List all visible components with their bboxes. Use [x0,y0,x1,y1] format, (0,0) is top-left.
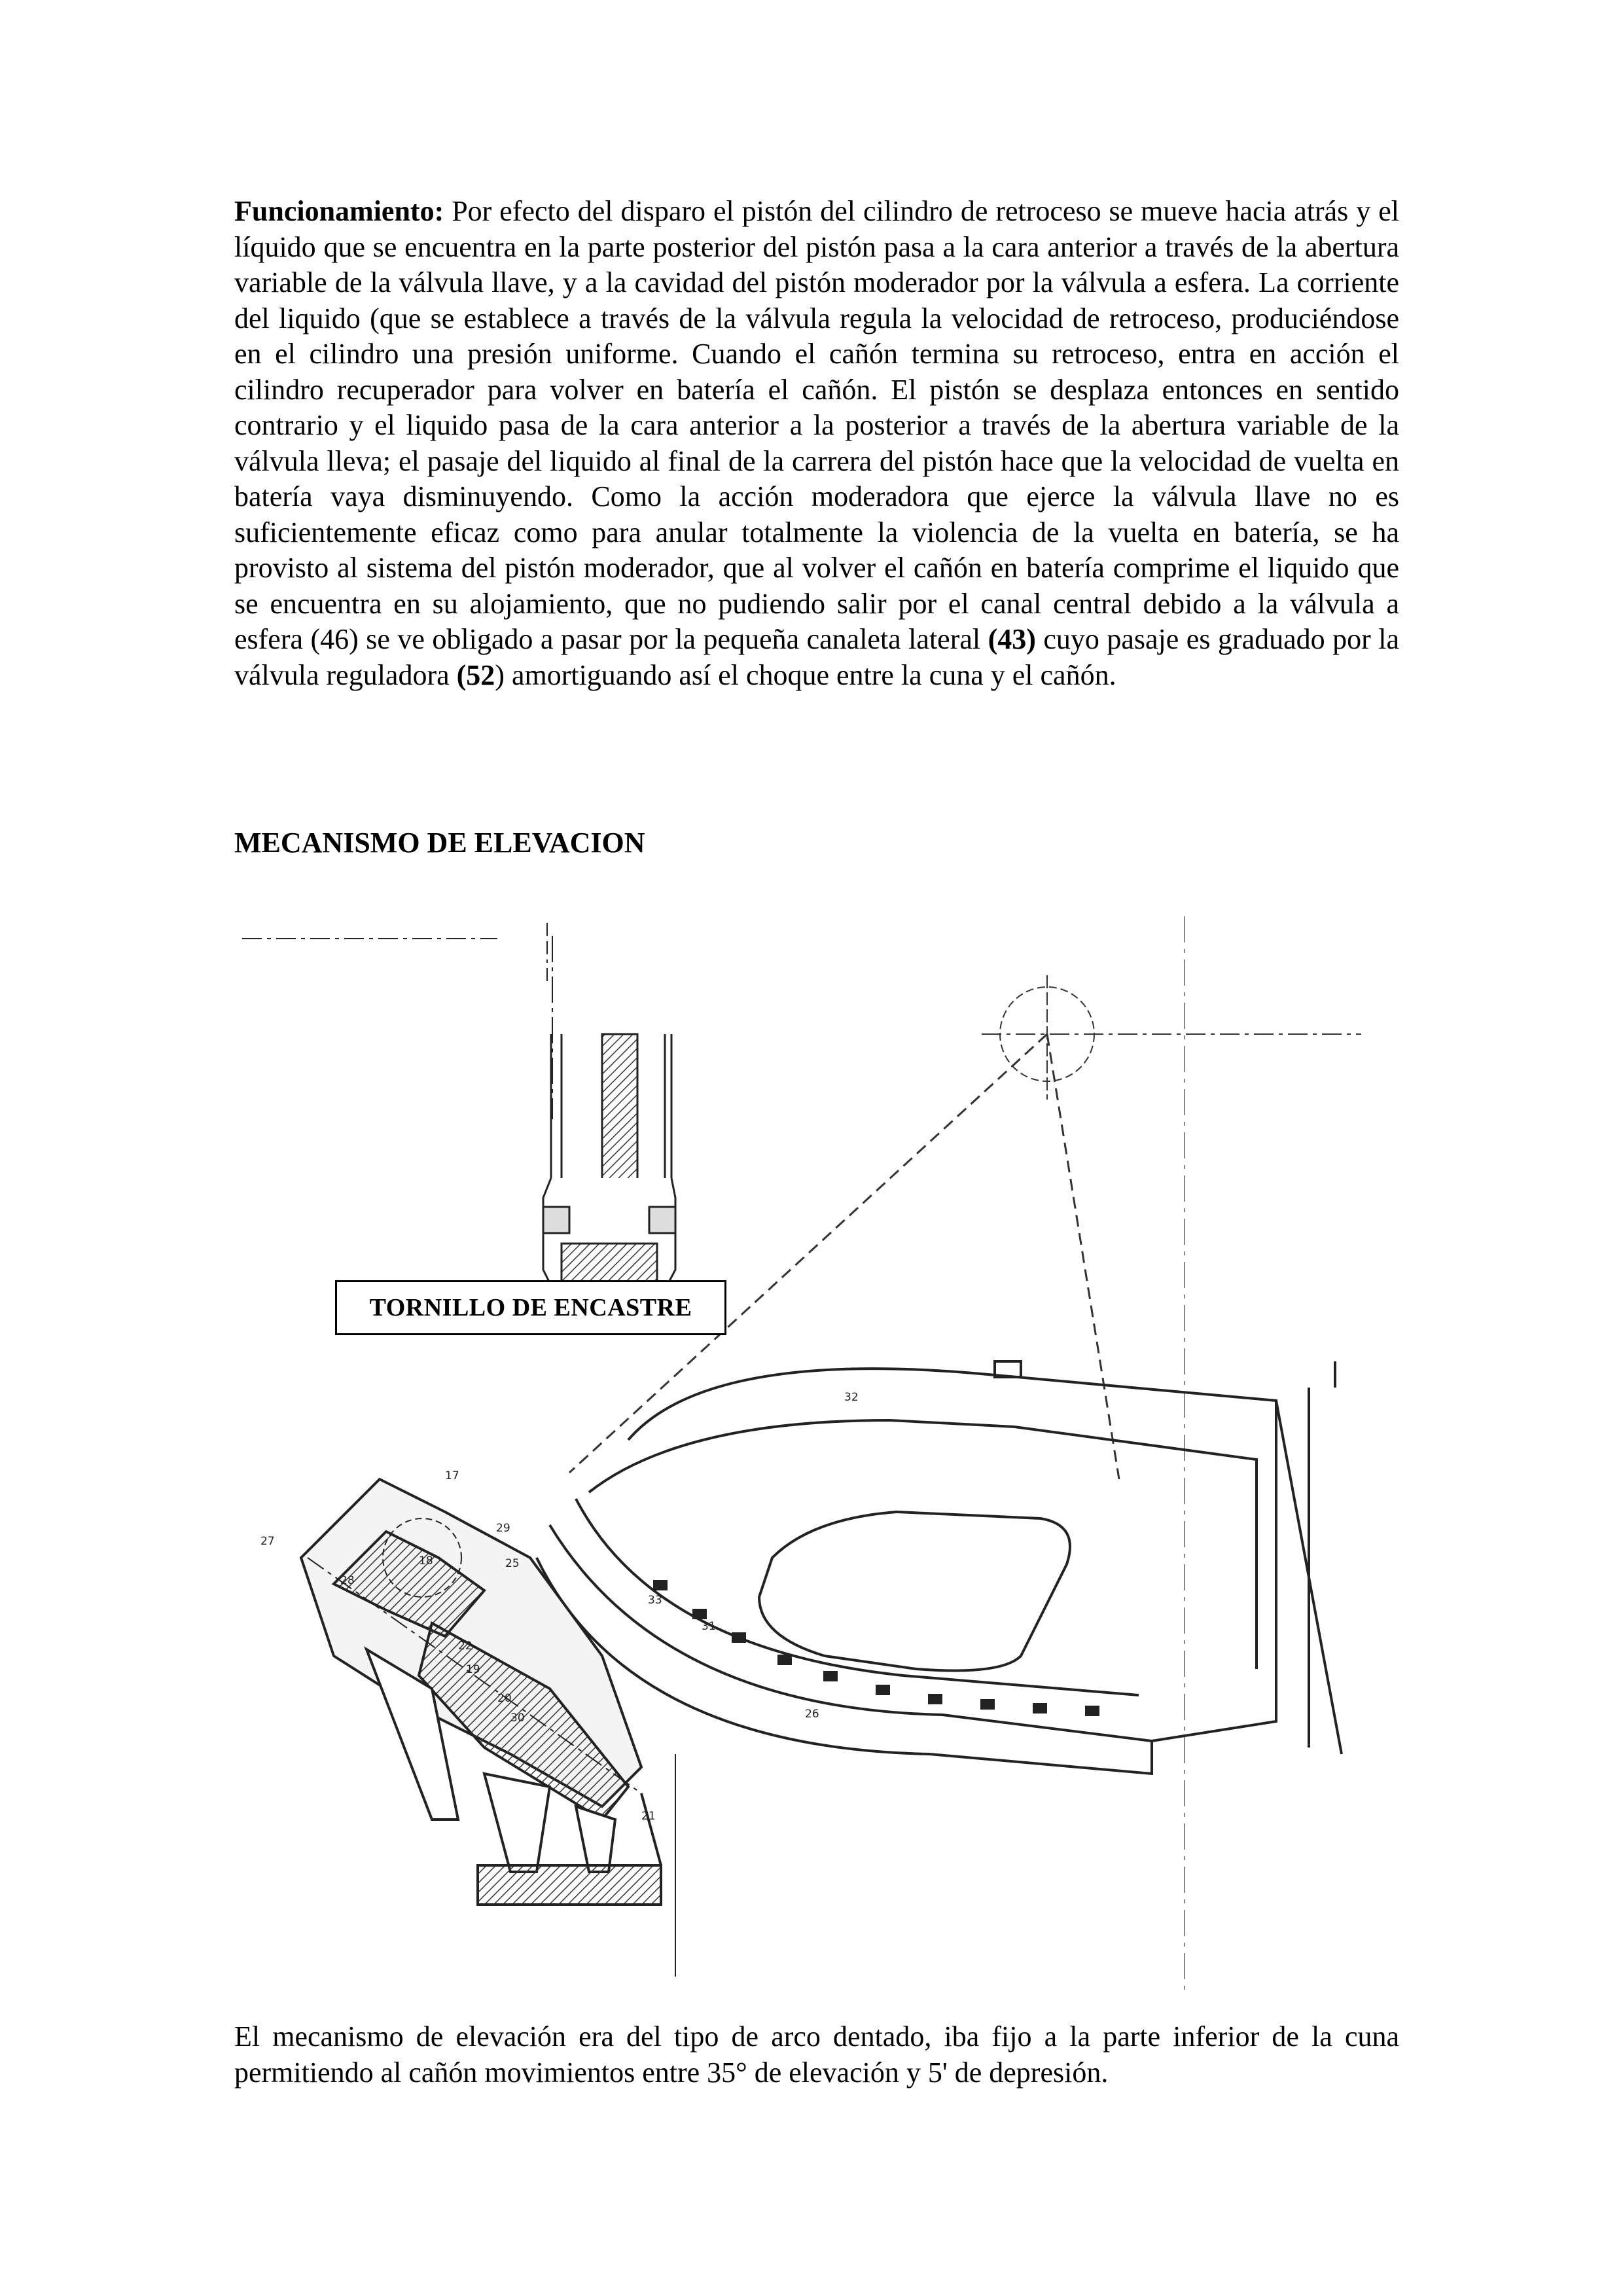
part-label: 28 [340,1574,355,1587]
ref-52-close: ) [495,658,505,691]
section-heading: MECANISMO DE ELEVACION [234,827,645,859]
part-label: 20 [497,1692,512,1705]
operation-text-2: cuyo pasaje es graduado por la válvula reguladora [234,623,1399,691]
ref-43: (43) [988,623,1036,655]
operation-text-3: amortiguando así el choque entre la cuna y el cañón. [504,658,1116,691]
part-label: 17 [445,1469,459,1482]
elevation-paragraph: El mecanismo de elevación era del tipo de arco dentado, iba fijo a la parte inferior de la cuna permitiendo al cañón movimientos entre 35° de elevación y 5' de depresión. [234,2020,1399,2089]
part-label: 25 [505,1557,520,1570]
tornillo-callout-box: TORNILLO DE ENCASTRE [335,1280,726,1335]
part-label: 32 [844,1391,859,1404]
part-label: 33 [648,1594,662,1607]
part-label: 29 [496,1522,510,1535]
part-label: 21 [641,1810,656,1823]
part-label: 31 [702,1620,716,1633]
operation-paragraph [234,194,1399,693]
part-label: 26 [805,1708,819,1721]
ref-52-open: ( [456,658,467,691]
ref-52-number: 52 [466,658,495,691]
part-label: 19 [466,1663,480,1676]
operation-lead: Funcionamiento: [234,195,444,227]
elevation-mechanism-drawing [236,903,1361,1990]
part-label: 22 [458,1640,473,1653]
operation-text-1: Por efecto del disparo el pistón del cilindro de retroceso se mueve hacia atrás y el líquido que se encuentra en la parte posterior del pistón pasa a la cara anterior a través de la abertura variable de la válvula llave, y a la cavidad del pistón moderador por la válvula a esfera. La corriente del liquido (que se establece a través de la válvula regula la velocidad de retroceso, produciéndose en el cilindro una presión uniforme. Cuando el cañón termina su retroceso, entra en acción el cilindro recuperador para volver en batería el cañón. El pistón se desplaza entonces en sentido contrario y el liquido pasa de la cara anterior a la posterior a través de la abertura variable de la válvula lleva; el pasaje del liquido al final de la carrera del pistón hace que la velocidad de vuelta en batería vaya disminuyendo. Como la acción moderadora que ejerce la válvula llave no es suficientemente eficaz como para anular totalmente la violencia de la vuelta en batería, se ha provisto al sistema del pistón moderador, que al volver el cañón en batería comprime el liquido que se encuentra en su alojamiento, que no pudiendo salir por el canal central debido a la válvula a esfera (46) se ve obligado a pasar por la pequeña canaleta lateral [234,195,1399,655]
part-label: 27 [260,1535,275,1548]
part-label: 18 [419,1554,433,1568]
part-label: 30 [510,1712,525,1725]
